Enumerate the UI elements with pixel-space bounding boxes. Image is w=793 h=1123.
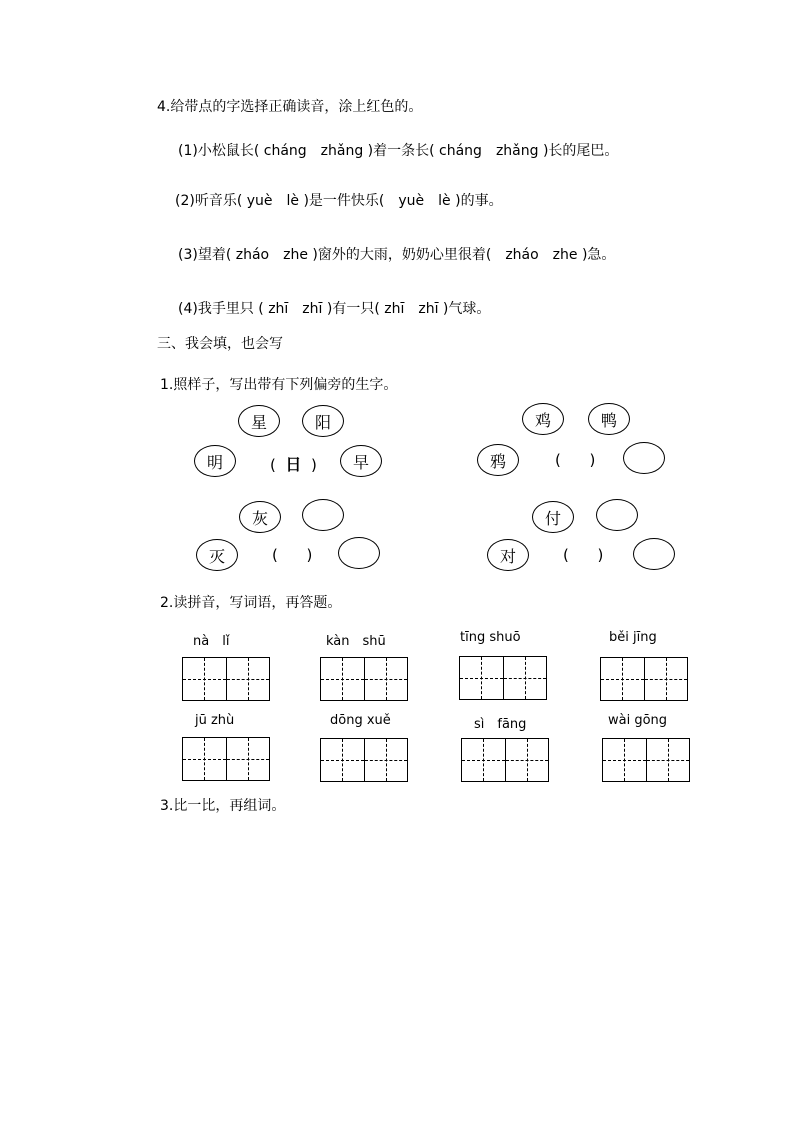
pinyin-label: dōng xuě: [330, 713, 391, 728]
circle-char: 星: [238, 405, 280, 437]
q4-title: 4.给带点的字选择正确读音，涂上红色的。: [157, 99, 423, 115]
q2-title: 2.读拼音，写词语，再答题。: [160, 595, 342, 611]
radical-paren: ( 日 ): [270, 455, 317, 474]
circle-char: 阳: [302, 405, 344, 437]
radical-paren: ( ): [272, 546, 313, 564]
writing-grid[interactable]: [461, 738, 549, 782]
circle-char: 鸦: [477, 444, 519, 476]
section-title: 三、我会填，也会写: [157, 336, 283, 352]
pinyin-label: wài gōng: [608, 713, 668, 728]
pinyin-label: nà lǐ: [193, 634, 230, 649]
writing-grid[interactable]: [182, 657, 270, 701]
circle-char: 明: [194, 445, 236, 477]
writing-grid[interactable]: [600, 657, 688, 701]
pinyin-label: sì fāng: [474, 717, 527, 732]
pinyin-label: běi jīng: [609, 630, 657, 645]
circle-char: 灭: [196, 539, 238, 571]
empty-circle[interactable]: [302, 499, 344, 531]
writing-grid[interactable]: [320, 738, 408, 782]
q4-item-3: (3)望着( zháo zhe )窗外的大雨，奶奶心里很着( zháo zhe )急。: [178, 247, 616, 263]
empty-circle[interactable]: [623, 442, 665, 474]
writing-grid[interactable]: [459, 656, 547, 700]
circle-char: 对: [487, 539, 529, 571]
q4-item-2: (2)听音乐( yuè lè )是一件快乐( yuè lè )的事。: [175, 193, 503, 209]
writing-grid[interactable]: [602, 738, 690, 782]
circle-char: 付: [532, 501, 574, 533]
empty-circle[interactable]: [633, 538, 675, 570]
q1-title: 1.照样子，写出带有下列偏旁的生字。: [160, 377, 398, 393]
q3-title: 3.比一比，再组词。: [160, 798, 286, 814]
pinyin-label: jū zhù: [195, 713, 235, 728]
pinyin-label: kàn shū: [326, 634, 386, 649]
q4-item-1: (1)小松鼠长( cháng zhǎng )着一条长( cháng zhǎng )长的尾巴。: [178, 143, 619, 159]
empty-circle[interactable]: [338, 537, 380, 569]
circle-char: 早: [340, 445, 382, 477]
pinyin-label: tīng shuō: [460, 630, 521, 645]
radical-char: 日: [285, 455, 302, 474]
writing-grid[interactable]: [182, 737, 270, 781]
radical-paren: ( ): [563, 546, 604, 564]
radical-paren: ( ): [555, 451, 596, 469]
circle-char: 鸡: [522, 403, 564, 435]
empty-circle[interactable]: [596, 499, 638, 531]
q4-item-4: (4)我手里只 ( zhī zhī )有一只( zhī zhī )气球。: [178, 301, 491, 317]
circle-char: 鸭: [588, 403, 630, 435]
writing-grid[interactable]: [320, 657, 408, 701]
circle-char: 灰: [239, 501, 281, 533]
